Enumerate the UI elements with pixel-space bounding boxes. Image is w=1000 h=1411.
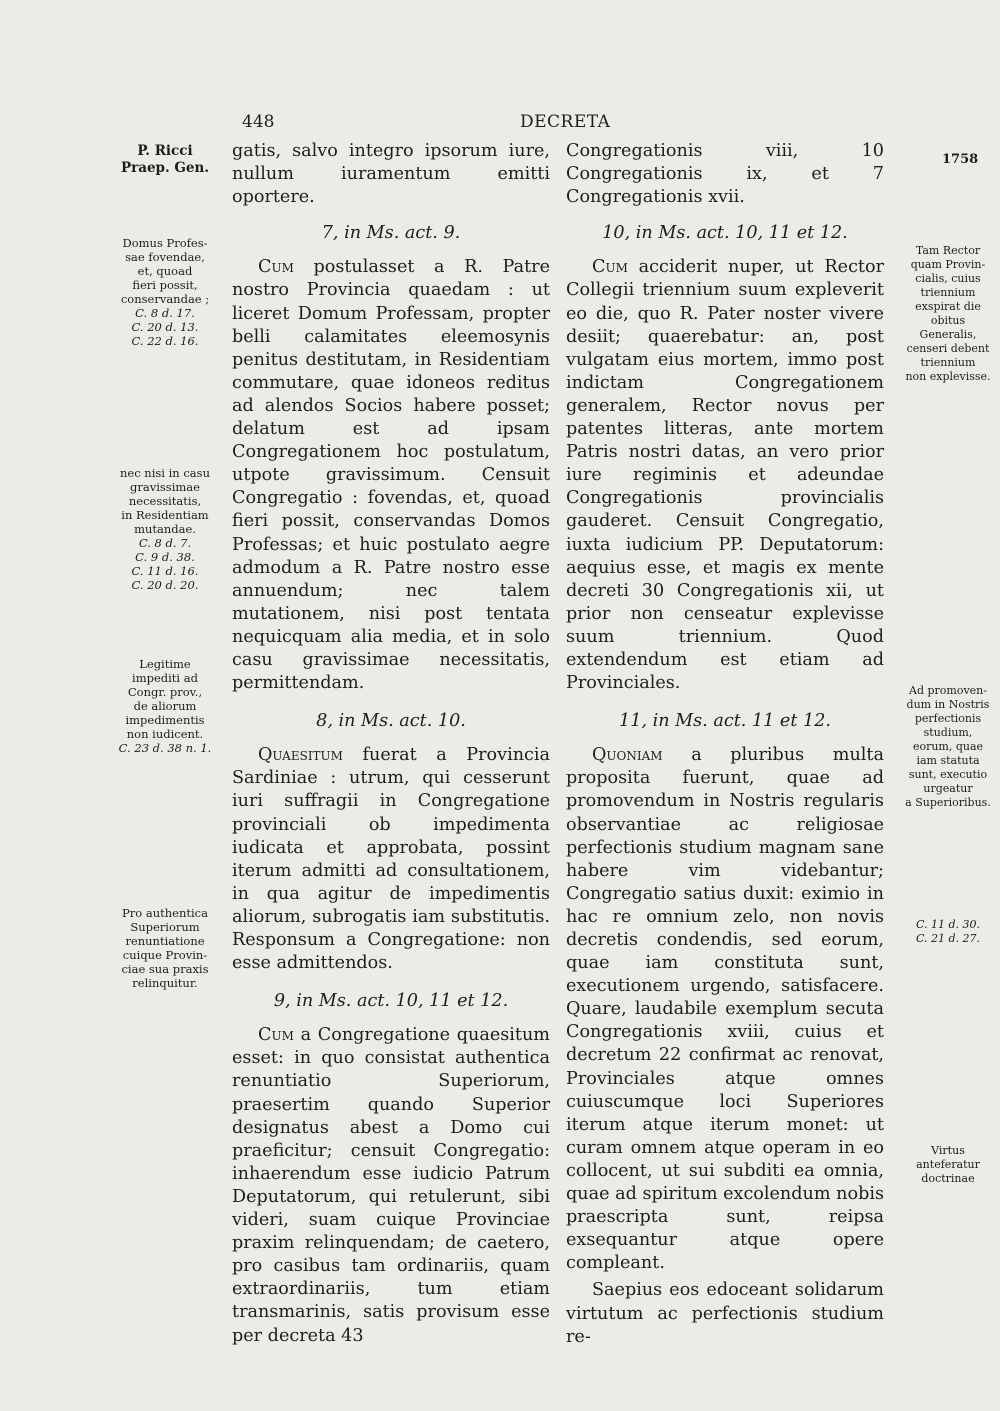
margin-note-line: doctrinae <box>921 1172 975 1185</box>
margin-note-line: perfectionis <box>914 712 982 725</box>
margin-note-ref: C. 8 d. 17. <box>135 306 195 320</box>
decree-paragraph-9 <box>232 1024 550 1347</box>
margin-note-ad-promovendum <box>902 684 994 810</box>
decree-heading-10: 10, in Ms. act. 10, 11 et 12. <box>602 223 848 244</box>
margin-note-ref: C. 22 d. 16. <box>131 334 199 348</box>
decree-paragraph-11 <box>566 744 884 1275</box>
margin-note-line: Virtus <box>931 1144 965 1157</box>
author-note <box>112 143 218 177</box>
page-number: 448 <box>242 112 275 132</box>
margin-note-line: Pro authentica <box>122 906 208 920</box>
margin-note-line: triennium <box>920 356 976 369</box>
margin-note-line: renuntiatione <box>125 934 205 948</box>
margin-note-line: studium, <box>923 726 973 739</box>
decree-text: a Congregatione quaesitum esset: in quo consistat authentica renuntiatio Superiorum, praesertim quando Superior designatus abest a Domo cui praeficitur; censuit Congregatio: inhaerendum esse iudicio Patrum Deputatorum, qui retulerunt, sibi videri, suam cuique Provinciae praxim relinquendam; de caetero, pro casibus tam ordinariis, quam extraordinariis, tum etiam transmarinis, satis provisum esse per decreta 43 <box>232 1025 550 1346</box>
decree-text: a pluribus multa proposita fuerunt, quae ad promovendum in Nostris regularis observantiae ac religiosae perfectionis studium magnam sane habere vim videbantur; Congregatio satius duxit: eximio in hac re omnium zelo, non novis decretis condendis, sed eorum, quae iam constituta sunt, executionem urgendo, satisfacere. Quare, laudabile exemplum secuta Congregationis xviii, cuius et decretum 22 confirmat ac renovat, Provinciales atque omnes cuiuscumque loci Superiores iterum atque iterum monet: ut curam omnem atque operam in eo collocent, ut sui subditi ea omnia, quae ad spiritum excolendum nobis praescripta sunt, reipsa exsequantur atque opere compleant. <box>566 745 884 1274</box>
margin-note-ref: C. 21 d. 27. <box>915 932 981 945</box>
margin-note-line: mutandae. <box>134 522 196 536</box>
margin-note-ref: C. 20 d. 20. <box>131 578 199 592</box>
margin-note-line: gravissimae <box>130 480 200 494</box>
decree-heading-7: 7, in Ms. act. 9. <box>321 223 461 244</box>
margin-note-line: fieri possit, <box>132 278 198 292</box>
margin-note-line: Tam Rector <box>915 244 981 257</box>
author-note-line: Praep. Gen. <box>120 160 210 176</box>
decree-heading-9: 9, in Ms. act. 10, 11 et 12. <box>273 991 509 1012</box>
margin-note-legitime <box>112 657 218 755</box>
margin-note-ref: C. 11 d. 30. <box>915 918 981 931</box>
margin-note-line: Superiorum <box>130 920 200 934</box>
margin-note-line: in Residentiam <box>121 508 209 522</box>
margin-note-line: Ad promoven- <box>909 684 987 697</box>
margin-note-ref: C. 20 d. 13. <box>131 320 199 334</box>
margin-note-line: ciae sua praxis <box>121 962 209 976</box>
margin-note-line: cialis, cuius <box>915 272 981 285</box>
margin-note-line: exspirat die <box>915 300 981 313</box>
margin-note-line: quam Provin- <box>910 258 986 271</box>
margin-note-ref: C. 9 d. 38. <box>135 550 195 564</box>
right-text-column <box>566 140 884 1349</box>
margin-note-line: triennium <box>920 286 976 299</box>
decree-lead-word: Cum <box>258 257 294 278</box>
margin-note-line: a Superioribus. <box>905 796 991 809</box>
decree-paragraph-8 <box>232 744 550 975</box>
margin-note-line: non iudicent. <box>126 727 204 741</box>
paragraph-continuation: Congregationis viii, 10 Congregationis ix, et 7 Congregationis xvii. <box>566 141 884 208</box>
decree-lead-word: Cum <box>258 1025 294 1046</box>
paragraph-continuation: gatis, salvo integro ipsorum iure, nullum iuramentum emitti oportere. <box>232 141 550 208</box>
decree-text: postulasset a R. Patre nostro Provincia quaedam : ut liceret Domum Professam, propter belli calamitates eleemosynis penitus destitutam, in Residentiam commutare, quae idoneos reditus ad alendos Socios habere posset; delatum est ad ipsam Congregationem hoc postulatum, utpote gravissimum. Censuit Congregatio : fovendas, et, quoad fieri possit, conservandas Domos Professas; et huic postulato aegre admodum a R. Patre nostro esse annuendum; nec talem mutationem, nisi post tentata nequicquam alia media, et in solo casu gravissimae necessitatis, permittendam. <box>232 257 550 694</box>
margin-note-line: conservandae ; <box>120 292 210 306</box>
margin-note-ref: C. 23 d. 38 n. 1. <box>118 741 212 755</box>
margin-note-line: Generalis, <box>919 328 977 341</box>
margin-note-line: eorum, quae <box>912 740 984 753</box>
margin-note-line: censeri debent <box>906 342 990 355</box>
margin-note-refs-c11 <box>902 918 994 946</box>
margin-note-line: relinquitur. <box>132 976 198 990</box>
margin-note-line: sunt, executio <box>908 768 988 781</box>
margin-note-line: Congr. prov., <box>127 685 203 699</box>
decree-text: acciderit nuper, ut Rector Collegii triennium suum expleverit eo die, quo R. Pater noster vivere desiit; quaerebatur: an, post vulgatam eius mortem, immo post indictam Congregationem generalem, Rector novus per patentes litteras, ante mortem Patris nostri datas, an vero prior iure regiminis et adeundae Congregationis provincialis gauderet. Censuit Congregatio, iuxta iudicium PP. Deputatorum: aequius esse, et magis ex mente decreti 30 Congregationis xii, ut prior non censeatur explevisse suum triennium. Quod extendendum est etiam ad Provinciales. <box>566 257 884 694</box>
margin-note-line: dum in Nostris <box>906 698 990 711</box>
margin-note-line: nec nisi in casu <box>120 466 210 480</box>
margin-note-nec-nisi <box>112 466 218 592</box>
margin-note-line: impedimentis <box>125 713 205 727</box>
margin-note-pro-authentica <box>112 906 218 990</box>
margin-note-line: cuique Provin- <box>122 948 208 962</box>
margin-note-line: non explevisse. <box>905 370 991 383</box>
decree-text: fuerat a Provincia Sardiniae : utrum, qui cesserunt iuri suffragii in Congregatione provinciali ob impedimenta iudicata et approbata, possint iterum admitti ad consultationem, in qua agitur de impedimentis aliorum, subrogatis iam substitutis. Responsum a Congregatione: non esse admittendos. <box>232 745 550 974</box>
decree-heading-11: 11, in Ms. act. 11 et 12. <box>619 711 831 732</box>
margin-note-line: necessitatis, <box>128 494 202 508</box>
margin-note-tam-rector <box>902 244 994 384</box>
margin-note-line: sae fovendae, <box>125 250 205 264</box>
year-marker: 1758 <box>942 152 979 167</box>
margin-note-line: Legitime <box>139 657 191 671</box>
margin-note-line: impediti ad <box>132 671 198 685</box>
margin-note-line: anteferatur <box>916 1158 980 1171</box>
margin-note-virtus <box>902 1144 994 1186</box>
margin-note-line: Domus Profes- <box>122 236 208 250</box>
decree-paragraph-7 <box>232 256 550 695</box>
decree-lead-word: Quaesitum <box>258 745 343 766</box>
decree-paragraph-continued: Saepius eos edoceant solidarum virtutum ac perfectionis studium re- <box>566 1280 884 1347</box>
author-note-line: P. Ricci <box>137 143 193 159</box>
decree-lead-word: Quoniam <box>592 745 663 766</box>
margin-note-domus <box>112 236 218 348</box>
decree-paragraph-10 <box>566 256 884 695</box>
margin-note-line: obitus <box>930 314 966 327</box>
margin-note-ref: C. 11 d. 16. <box>131 564 199 578</box>
margin-note-ref: C. 8 d. 7. <box>138 536 192 550</box>
margin-note-line: de aliorum <box>133 699 197 713</box>
decree-heading-8: 8, in Ms. act. 10. <box>316 711 466 732</box>
left-text-column <box>232 140 550 1348</box>
running-title: DECRETA <box>520 112 611 132</box>
decree-lead-word: Cum <box>592 257 628 278</box>
margin-note-line: urgeatur <box>923 782 973 795</box>
margin-note-line: iam statuta <box>916 754 980 767</box>
margin-note-line: et, quoad <box>137 264 193 278</box>
